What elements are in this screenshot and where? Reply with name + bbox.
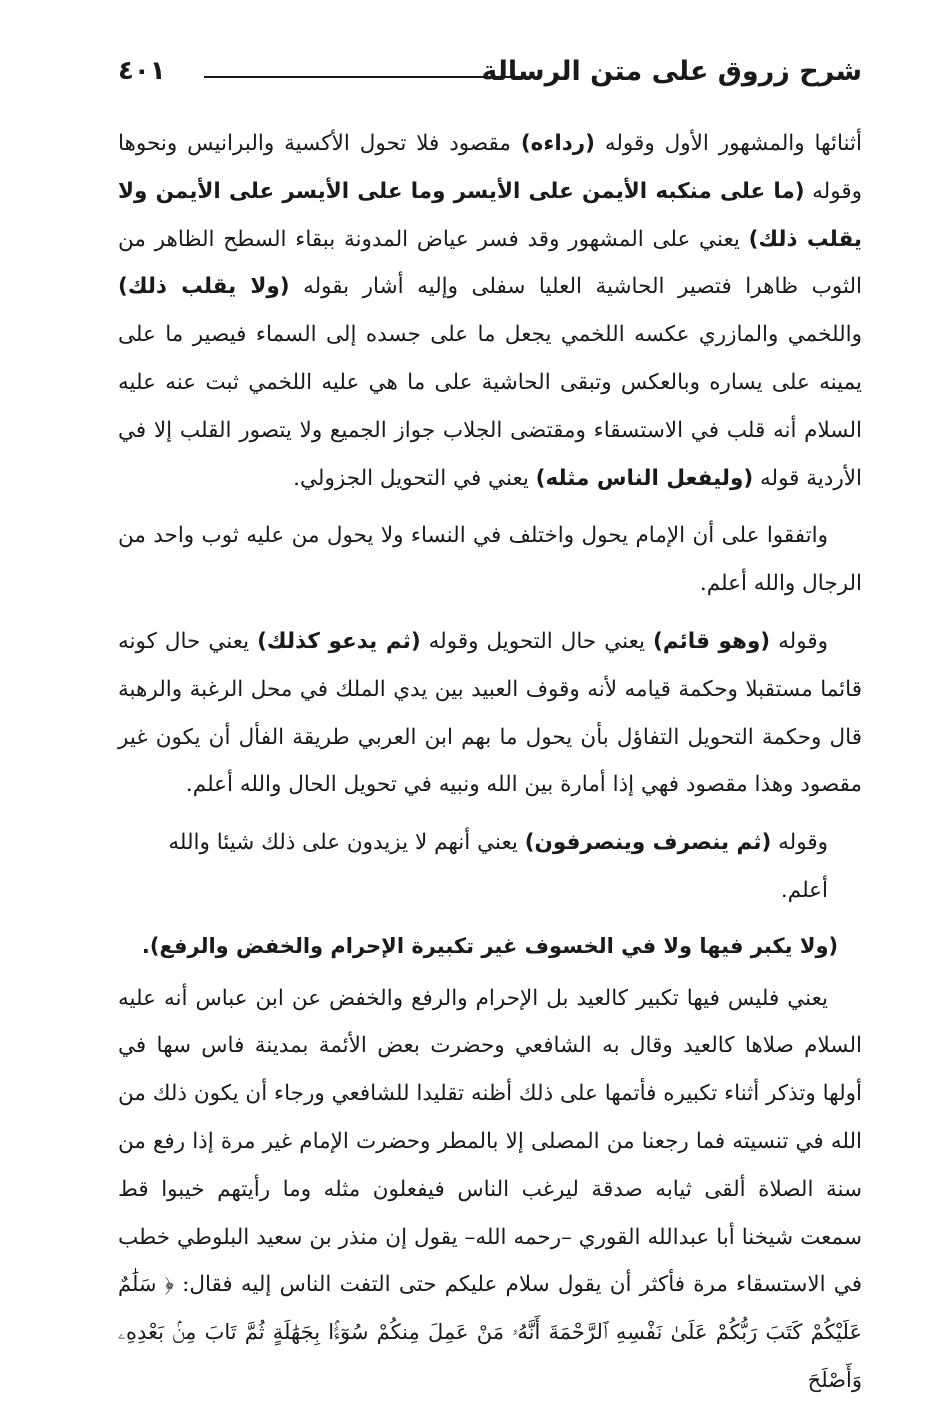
text-run: يعني حال التحويل وقوله <box>420 628 653 654</box>
matn-quote: (رداءه) <box>520 131 595 156</box>
paragraph-4 <box>118 819 862 915</box>
page-header <box>118 50 862 100</box>
text-run: وقوله <box>771 830 828 856</box>
text-run: أثنائها والمشهور الأول وقوله <box>594 131 862 156</box>
paragraph-2: واتفقوا على أن الإمام يحول واختلف في النساء ولا يحول من عليه ثوب واحد من الرجال والله أعلم. <box>118 523 862 597</box>
text-run: أعلم. <box>780 877 828 903</box>
page-number: ٤٠١ <box>118 56 166 86</box>
header-rule <box>204 76 534 78</box>
paragraph-1 <box>118 120 862 502</box>
text-run: يعني في التحويل الجزولي. <box>293 465 536 491</box>
page-body <box>118 120 862 1405</box>
matn-quote: (ثم يدعو كذلك) <box>257 628 421 654</box>
running-title: شرح زروق على متن الرسالة <box>481 56 862 87</box>
paragraph-3 <box>118 618 862 809</box>
matn-heading: (ولا يكبر فيها ولا في الخسوف غير تكبيرة الإحرام والخفض والرفع). <box>141 933 839 958</box>
matn-quote: (ما على منكبه الأيمن على الأيسر وما على الأيسر على الأيمن ولا يقلب ذلك) <box>118 178 862 252</box>
paragraph-5 <box>118 975 862 1405</box>
text-run: مقصود فلا تحول الأكسية والبرانيس ونحوها وقوله <box>118 131 862 204</box>
text-run: واللخمي والمازري عكسه اللخمي يجعل ما على جسده إلى السماء فيصير ما على يمينه على يساره وبالعكس وتبقى الحاشية على ما هي عليه اللخمي ثبت عنه عليه السلام أنه قلب في الاستسقاء ومقتضى الجلاب جواز الجميع ولا يتصور القلب إلا في الأردية قوله <box>118 322 862 491</box>
matn-quote: (وليفعل الناس مثله) <box>535 465 754 491</box>
text-run: يعني فليس فيها تكبير كالعيد بل الإحرام والرفع والخفض عن ابن عباس أنه عليه السلام صلاها كالعيد وقال به الشافعي وحضرت بعض الأئمة بمدينة فاس سها في أولها وتذكر أثناء تكبيره فأتمها على ذلك أظنه تقليدا للشافعي ورجاء أن يكون ذلك من الله في تنسيته فما رجعنا من المصلى إلا بالمطر وحضرت الإمام غير مرة إذا رفع من سنة الصلاة ألقى ثيابه صدقة ليرغب الناس فيفعلون مثله وما رأيتهم خيبوا قط سمعت شيخنا أبا عبدالله القوري –رحمه الله– يقول إن منذر بن سعيد البلوطي خطب في الاستسقاء مرة فأكثر أن يقول سلام عليكم حتى التفت الناس إليه فقال: <box>118 985 862 1298</box>
matn-quote: (وهو قائم) <box>653 628 771 654</box>
matn-quote: (ثم ينصرف وينصرفون) <box>524 830 772 856</box>
quran-quote: ﴿ سَلَٰمٌ عَلَيْكُمْ كَتَبَ رَبُّكُمْ عَلَىٰ نَفْسِهِ ٱلرَّحْمَةَ أَنَّهُۥ مَنْ عَمِلَ مِنكُمْ سُوٓءًۢا بِجَهَٰلَةٍ ثُمَّ تَابَ مِنۢ بَعْدِهِۦ وَأَصْلَحَ <box>118 1272 862 1392</box>
text-run: يعني حال كونه قائما مستقبلا وحكمة قيامه لأنه وقوف العبيد بين يدي الملك في محل الرغبة والرهبة قال وحكمة التحويل التفاؤل بأن يحول ما بهم ابن العربي طريقة الفأل أن يكون غير مقصود وهذا مقصود فهي إذا أمارة بين الله ونبيه في تحويل الحال والله أعلم. <box>118 628 862 798</box>
text-run: يعني أنهم لا يزيدون على ذلك شيئا والله <box>168 830 525 856</box>
text-run: يعني على المشهور وقد فسر عياض المدونة ببقاء السطح الظاهر من الثوب ظاهرا فتصير الحاشية العليا سفلى وإليه أشار بقوله <box>118 226 862 300</box>
text-run: وقوله <box>770 628 828 654</box>
matn-quote: (ولا يقلب ذلك) <box>118 274 290 300</box>
